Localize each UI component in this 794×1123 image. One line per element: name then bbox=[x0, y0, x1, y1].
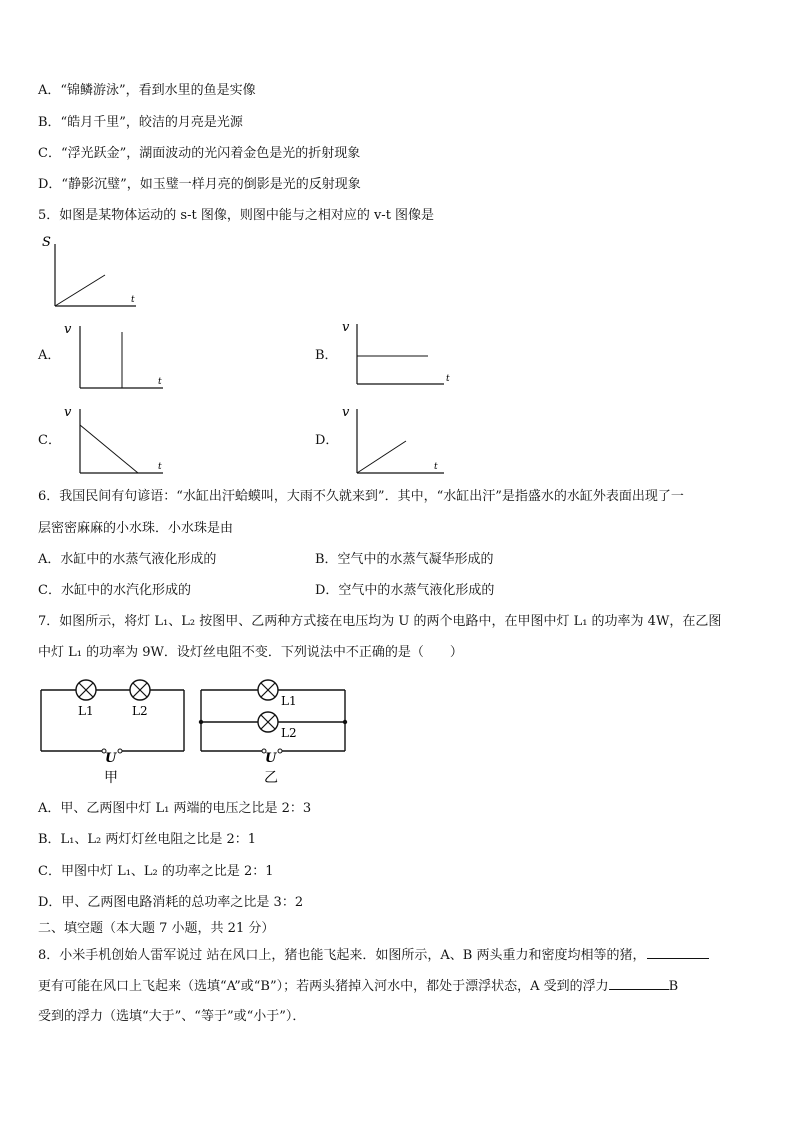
v-t-graph-a bbox=[62, 320, 172, 392]
circuit-parallel-yi bbox=[198, 678, 350, 788]
svg-text:t: t bbox=[158, 462, 162, 472]
q6-stem-line2: 层密密麻麻的小水珠．小水珠是由 bbox=[38, 521, 234, 536]
svg-text:v: v bbox=[342, 405, 350, 420]
svg-text:v: v bbox=[64, 322, 72, 337]
q4-option-b: B．“皓月千里”，皎洁的月亮是光源 bbox=[38, 115, 243, 130]
q7-option-b: B．L₁、L₂ 两灯灯丝电阻之比是 2：1 bbox=[38, 832, 257, 847]
label-yi: 乙 bbox=[264, 770, 278, 786]
q7-stem-line2: 中灯 L₁ 的功率为 9W．设灯丝电阻不变．下列说法中不正确的是（ ） bbox=[38, 645, 463, 660]
section-heading: 二、填空题（本大题 7 小题，共 21 分） bbox=[38, 921, 275, 936]
q7-option-c: C．甲图中灯 L₁、L₂ 的功率之比是 2：1 bbox=[38, 864, 274, 879]
q7-option-d: D．甲、乙两图电路消耗的总功率之比是 3：2 bbox=[38, 895, 304, 910]
label-l2: L2 bbox=[132, 704, 148, 718]
label-jia: 甲 bbox=[104, 770, 118, 786]
q4-option-c: C．“浮光跃金”，湖面波动的光闪着金色是光的折射现象 bbox=[38, 146, 361, 161]
q6-stem-line1: 6．我国民间有句谚语：“水缸出汗蛤蟆叫，大雨不久就来到”．其中，“水缸出汗”是指盛水的水缸外表面出现了一 bbox=[38, 489, 684, 504]
q6-option-a: A．水缸中的水蒸气液化形成的 bbox=[38, 552, 217, 567]
svg-text:t: t bbox=[158, 377, 162, 387]
svg-text:L1: L1 bbox=[281, 694, 297, 708]
q6-option-c: C．水缸中的水汽化形成的 bbox=[38, 583, 191, 598]
q5-stem: 5．如图是某物体运动的 s-t 图像，则图中能与之相对应的 v-t 图像是 bbox=[38, 208, 435, 223]
s-t-graph bbox=[40, 232, 140, 312]
label-u: U bbox=[105, 751, 117, 766]
q4-option-d: D．“静影沉璧”，如玉璧一样月亮的倒影是光的反射现象 bbox=[38, 177, 361, 192]
svg-text:t: t bbox=[446, 374, 450, 384]
q4-option-a: A．“锦鳞游泳”，看到水里的鱼是实像 bbox=[38, 83, 256, 98]
t-axis-label: t bbox=[131, 295, 135, 305]
svg-text:U: U bbox=[265, 751, 277, 766]
q8-line1: 8．小米手机创始人雷军说过 站在风口上，猪也能飞起来．如图所示，A、B 两头重力和密度均相等的猪， bbox=[38, 946, 709, 964]
q6-option-d: D．空气中的水蒸气液化形成的 bbox=[315, 583, 495, 598]
v-t-graph-c bbox=[62, 403, 172, 477]
s-axis-label: S bbox=[42, 235, 51, 250]
answer-blank-1[interactable] bbox=[647, 946, 709, 959]
label-l1: L1 bbox=[78, 704, 94, 718]
q5-option-d-label: D． bbox=[315, 433, 339, 448]
svg-text:L2: L2 bbox=[281, 726, 297, 740]
v-t-graph-d bbox=[340, 403, 450, 477]
q5-option-a-label: A． bbox=[38, 348, 61, 363]
circuit-series-jia bbox=[38, 678, 190, 788]
v-t-graph-b bbox=[340, 318, 450, 388]
q8-line2: 更有可能在风口上飞起来（选填“A”或“B”）；若两头猪掉入河水中，都处于漂浮状态，A 受到的浮力 B bbox=[38, 979, 679, 994]
svg-text:v: v bbox=[342, 320, 350, 335]
q7-stem-line1: 7．如图所示，将灯 L₁、L₂ 按图甲、乙两种方式接在电压均为 U 的两个电路中，在甲图中灯 L₁ 的功率为 4W，在乙图 bbox=[38, 614, 722, 629]
q5-option-c-label: C． bbox=[38, 433, 61, 448]
q5-option-b-label: B． bbox=[315, 348, 338, 363]
svg-text:v: v bbox=[64, 405, 72, 420]
answer-blank-2[interactable] bbox=[609, 977, 669, 990]
q8-line3: 受到的浮力（选填“大于”、“等于”或“小于”）． bbox=[38, 1009, 306, 1024]
q7-option-a: A．甲、乙两图中灯 L₁ 两端的电压之比是 2：3 bbox=[38, 801, 312, 816]
q6-option-b: B．空气中的水蒸气凝华形成的 bbox=[315, 552, 494, 567]
svg-text:t: t bbox=[434, 462, 438, 472]
